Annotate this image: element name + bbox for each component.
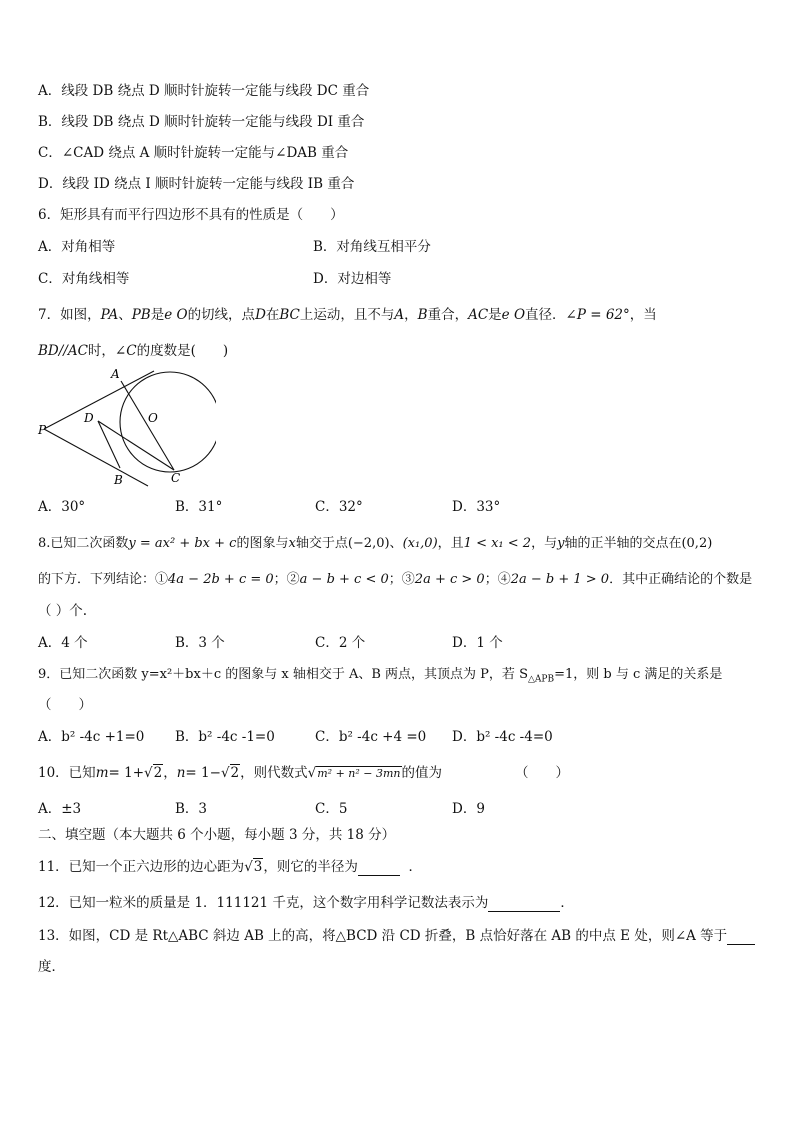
q10-paren: （ ） [515,765,569,781]
q6-stem: 6．矩形具有而平行四边形不具有的性质是（ ） [38,207,344,223]
q7-diameter-ac [121,381,174,470]
q7-option-a: A．30° [38,499,86,515]
q7-text: 、 [118,307,132,323]
q8-text: 轴的正半轴的交点在 [564,536,682,551]
q7-math-arc: BC [279,307,300,323]
q9-option-a: A．b² -4c +1=0 [38,729,145,745]
q7-label-p: P [38,423,47,437]
q11-answer-blank[interactable] [358,875,400,876]
q6-option-c: C．对角线相等 [38,271,130,287]
q7-text: 直径． [525,307,566,323]
q11-text: ，则它的半径为 [263,859,358,875]
q12-answer-blank[interactable] [488,911,560,912]
q10-text: ， [163,765,177,781]
q12-text: ． [560,895,574,911]
q8-stem-line3: （ ）个. [38,603,88,619]
q8-text: ，与 [531,536,558,551]
q10-math-sqrt1: 2 [153,765,163,781]
q12-text: 12．已知一粒米的质量是 1．111121 千克，这个数字用科学记数法表示为 [38,895,489,911]
q10-stem: 10．已知m= 1+√2，n= 1−√2，则代数式√m² + n² − 3mn的值为 [38,765,443,781]
q6-option-a: A．对角相等 [38,239,116,255]
q6-option-d: D．对边相等 [313,271,392,287]
q10-option-b: B．3 [175,801,208,817]
q10-math-n: n [176,765,186,781]
q5-option-a: A．线段 DB 绕点 D 顺时针旋转一定能与线段 DC 重合 [38,83,370,99]
q10-text: 10．已知 [38,765,96,781]
q5-option-b: B．线段 DB 绕点 D 顺时针旋转一定能与线段 DI 重合 [38,114,365,130]
q11-stem: 11．已知一个正六边形的边心距为√3，则它的半径为 ． [38,859,422,875]
q8-text: 、 [389,536,403,551]
q9-option-c: C．b² -4c +4 =0 [315,729,427,745]
q7-math-circle: e O [164,307,188,323]
q8-text: 轴交于点 [295,536,348,551]
q7-math-condition: BD//AC [38,343,88,359]
q7-math-b: B [417,307,428,323]
q9-option-d: D．b² -4c -4=0 [452,729,553,745]
q9-subscript: △APB [527,674,555,685]
q7-text: 重合， [427,307,469,323]
q7-aux [120,381,148,486]
q8-text: ．其中正确结论的个数是 [609,572,753,587]
q8-math-y: y [557,536,565,551]
q10-math-expression: m² + n² − 3mn [317,767,401,780]
q8-stem-line1 [38,535,712,553]
q7-option-c: C．32° [315,499,363,515]
q7-label-b: B [114,473,123,487]
q8-math-point3: (0,2) [681,536,713,551]
q8-math-conclusion4: 2a − b + 1 > 0 [510,572,610,587]
q11-text: 11．已知一个正六边形的边心距为 [38,859,245,875]
q8-math-conclusion2: a − b + c < 0 [299,572,389,587]
q7-stem-line2 [38,342,228,360]
q8-math-x: x [288,536,296,551]
q7-tangent-pb [44,429,148,486]
q7-stem-line1 [38,306,657,324]
q7-text: 是 [488,307,502,323]
q7-text: 是 [150,307,165,323]
q7-label-c: C [171,471,181,485]
q7-math-pa: PA [100,307,119,323]
q13-text: 13．如图，CD 是 Rt△ABC 斜边 AB 上的高，将△BCD 沿 CD 折叠，B 点恰好落在 AB 的中点 E 处，则∠A 等于 [38,928,728,944]
q9-option-b: B．b² -4c -1=0 [175,729,275,745]
q8-math-function: y = ax² + bx + c [128,536,237,551]
q8-text: ；② [273,572,300,587]
q10-option-a: A．±3 [38,801,82,817]
q8-math-conclusion1: 4a − 2b + c = 0 [168,572,274,587]
q8-text: 8.已知二次函数 [38,536,129,551]
q10-option-c: C．5 [315,801,348,817]
q7-text: 时， [87,343,115,359]
q11-math-sqrt: 3 [253,859,263,875]
q8-math-point1: (−2,0) [347,536,390,551]
q8-option-a: A．4 个 [38,635,88,651]
q10-text: 的值为 [401,765,443,781]
q10-text: ，则代数式 [240,765,308,781]
q7-option-b: B．31° [175,499,223,515]
q8-option-d: D．1 个 [452,635,503,651]
q8-stem-line2 [38,571,752,589]
q13-stem-line1 [38,927,755,945]
q13-stem-line2: 度． [38,959,65,975]
q12-stem [38,894,574,912]
q9-text: 9．已知二次函数 y=x²＋bx＋c 的图象与 x 轴相交于 A、B 两点，其顶点为 P，若 S [38,667,528,682]
q10-math-expr2: = 1− [185,765,221,781]
q9-text: =1，则 b 与 c 满足的关系是 [554,667,723,682]
q7-math-pb: PB [131,307,151,323]
q8-text: 的下方．下列结论：① [38,572,169,587]
q7-label-a: A [111,367,120,381]
q7-option-d: D．33° [452,499,501,515]
q7-math-d: D [255,307,266,323]
q8-math-range: 1 < x₁ < 2 [463,536,532,551]
q7-math-angle-p: ∠P = 62° [565,307,630,323]
q8-text: ；③ [388,572,415,587]
q10-option-d: D．9 [452,801,485,817]
q7-text: 的切线，点 [187,307,256,323]
q9-stem-line1 [38,666,722,689]
q5-option-d: D．线段 ID 绕点 I 顺时针旋转一定能与线段 IB 重合 [38,176,355,192]
section-heading: 二、填空题（本大题共 6 个小题，每小题 3 分，共 18 分） [38,827,396,843]
q7-tangent-pa [44,371,154,429]
q7-figure [36,366,216,496]
q7-text: 在 [265,307,280,323]
q7-text: ，当 [629,307,657,323]
q8-text: ；④ [484,572,511,587]
q7-label-o: O [148,411,158,425]
q8-text: 的图象与 [236,536,289,551]
q8-option-c: C．2 个 [315,635,366,651]
q7-math-ac: AC [468,307,489,323]
q10-math-expr1: = 1+ [108,765,145,781]
q8-option-b: B．3 个 [175,635,225,651]
q8-text: ，且 [437,536,464,551]
q7-circle [120,372,216,472]
q6-option-b: B．对角线互相平分 [313,239,431,255]
q7-math-circle: e O [501,307,526,323]
q7-label-d: D [84,411,94,425]
q8-math-point2: (x₁,0) [402,536,438,551]
q13-answer-blank[interactable] [727,944,755,945]
q8-math-conclusion3: 2a + c > 0 [414,572,485,587]
q7-text: 上运动，且不与 [299,307,395,323]
q11-text: ． [408,859,422,875]
q5-option-c: C．∠CAD 绕点 A 顺时针旋转一定能与∠DAB 重合 [38,145,349,161]
q7-text: 的度数是( ) [136,343,229,359]
q7-math-a: A [394,307,405,323]
q7-math-angle-c: ∠C [114,343,137,359]
q9-stem-line2: （ ） [38,697,92,713]
q10-math-sqrt2: 2 [230,765,240,781]
q10-math-m: m [95,765,109,781]
q7-text: 7．如图， [38,307,101,323]
q7-text: ， [404,307,418,323]
